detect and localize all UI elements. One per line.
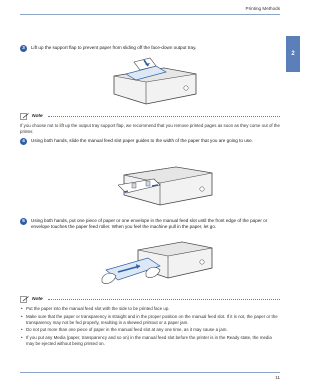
printer-illustration-insert-paper [98, 232, 218, 290]
note-2 [20, 296, 280, 348]
chapter-tab-label: 2 [291, 51, 295, 57]
printer-illustration-support-flap [104, 54, 204, 110]
note-text: If you choose not to lift up the output tray support flap, we recommend that you remove printed pages as soon as they come out of the printer. [20, 123, 280, 134]
note-bullet-list [20, 306, 280, 347]
step-3 [20, 45, 270, 52]
step-number: 4 [20, 138, 27, 145]
note-bullet: • Make sure that the paper or transparency is straight and in the proper position on the manual feed slot. If it is not, the paper or the transparency may not be fed properly, resulting in a skewed printout or a paper jam. [20, 314, 280, 326]
step-text: Using both hands, slide the manual feed slot paper guides to the width of the paper that you are going to use. [31, 138, 253, 143]
chapter-tab [286, 36, 300, 72]
note-label: Note [32, 114, 43, 119]
step-text: Lift up the support flap to prevent paper from sliding off the face-down output tray. [31, 45, 197, 50]
note-rule [48, 299, 280, 300]
footer-rule [20, 372, 280, 373]
note-label: Note [32, 297, 43, 302]
note-1 [20, 113, 280, 135]
step-4 [20, 138, 275, 145]
note-bullet: • Do not put more than one piece of paper in the manual feed slot at any one time, as it may cause a jam. [20, 327, 280, 333]
step-number: 5 [20, 218, 27, 225]
header-rule [20, 14, 280, 15]
step-5 [20, 218, 275, 230]
note-bullet: • If you put any Media (paper, transparency and so on) in the manual feed slot before the printer is in the Ready state, the media may be ejected without being printed on. [20, 335, 280, 347]
page-header-title: Printing Methods [245, 6, 280, 11]
note-rule [48, 116, 280, 117]
note-bullet: • Put the paper into the manual feed slot with the side to be printed face up. [20, 306, 280, 312]
note-pencil-icon [20, 296, 29, 303]
printer-illustration-paper-guides [118, 155, 218, 210]
step-text: Using both hands, put one piece of paper or one envelope in the manual feed slot until the front edge of the paper or envelope touches the paper feed roller. When you feel the machine pull in the paper, let go. [31, 218, 268, 230]
note-pencil-icon [20, 113, 29, 120]
step-number: 3 [20, 45, 27, 52]
page-number: 11 [275, 375, 280, 380]
